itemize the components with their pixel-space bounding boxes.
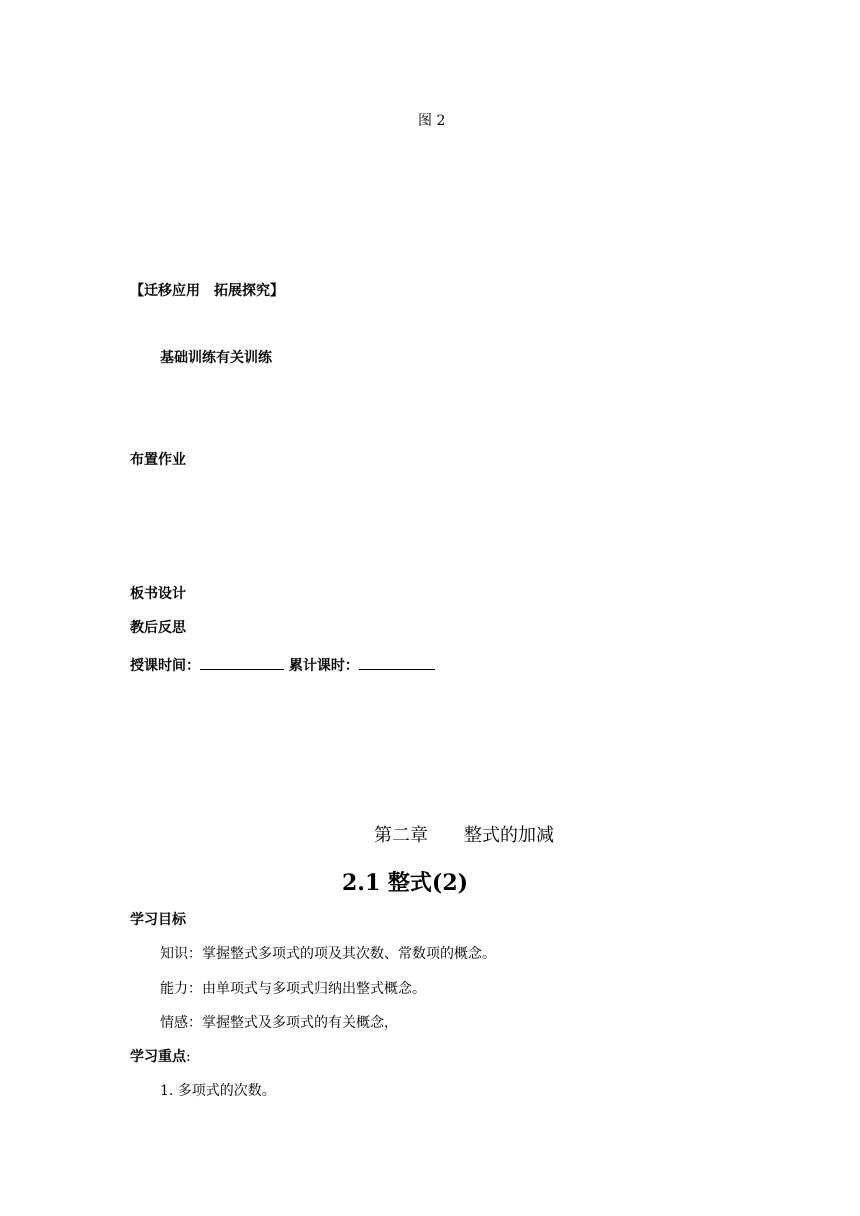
learning-goal-emotion: 情感：掌握整式及多项式的有关概念， — [160, 1015, 398, 1031]
chapter-heading — [374, 827, 554, 845]
key-points-heading: 学习重点 — [130, 1049, 186, 1065]
board-design-heading: 板书设计 — [130, 586, 186, 602]
teaching-time-blank — [200, 655, 284, 670]
key-point-item: 1. 多项式的次数。 — [160, 1083, 276, 1099]
homework-heading: 布置作业 — [130, 452, 186, 468]
learning-goal-ability: 能力：由单项式与多项式归纳出整式概念。 — [160, 981, 426, 997]
transfer-application-heading: 【迁移应用 拓展探究】 — [130, 283, 284, 299]
chapter-title: 整式的加减 — [464, 825, 554, 846]
reflection-heading: 教后反思 — [130, 620, 186, 636]
basic-training-text: 基础训练有关训练 — [160, 350, 272, 366]
cumulative-hours-label: 累计课时： — [288, 658, 359, 674]
key-points-colon: : — [186, 1049, 191, 1065]
chapter-number: 第二章 — [374, 825, 428, 846]
figure-caption: 图 2 — [418, 113, 446, 129]
teaching-time-label: 授课时间： — [130, 658, 200, 674]
key-points-heading-line — [130, 1048, 191, 1064]
learning-goal-knowledge: 知识：掌握整式多项式的项及其次数、常数项的概念。 — [160, 946, 496, 962]
teaching-time-line — [130, 655, 435, 673]
cumulative-hours-blank — [359, 655, 435, 670]
section-title: 2.1 整式(2) — [342, 870, 469, 896]
learning-goals-heading: 学习目标 — [130, 912, 186, 928]
